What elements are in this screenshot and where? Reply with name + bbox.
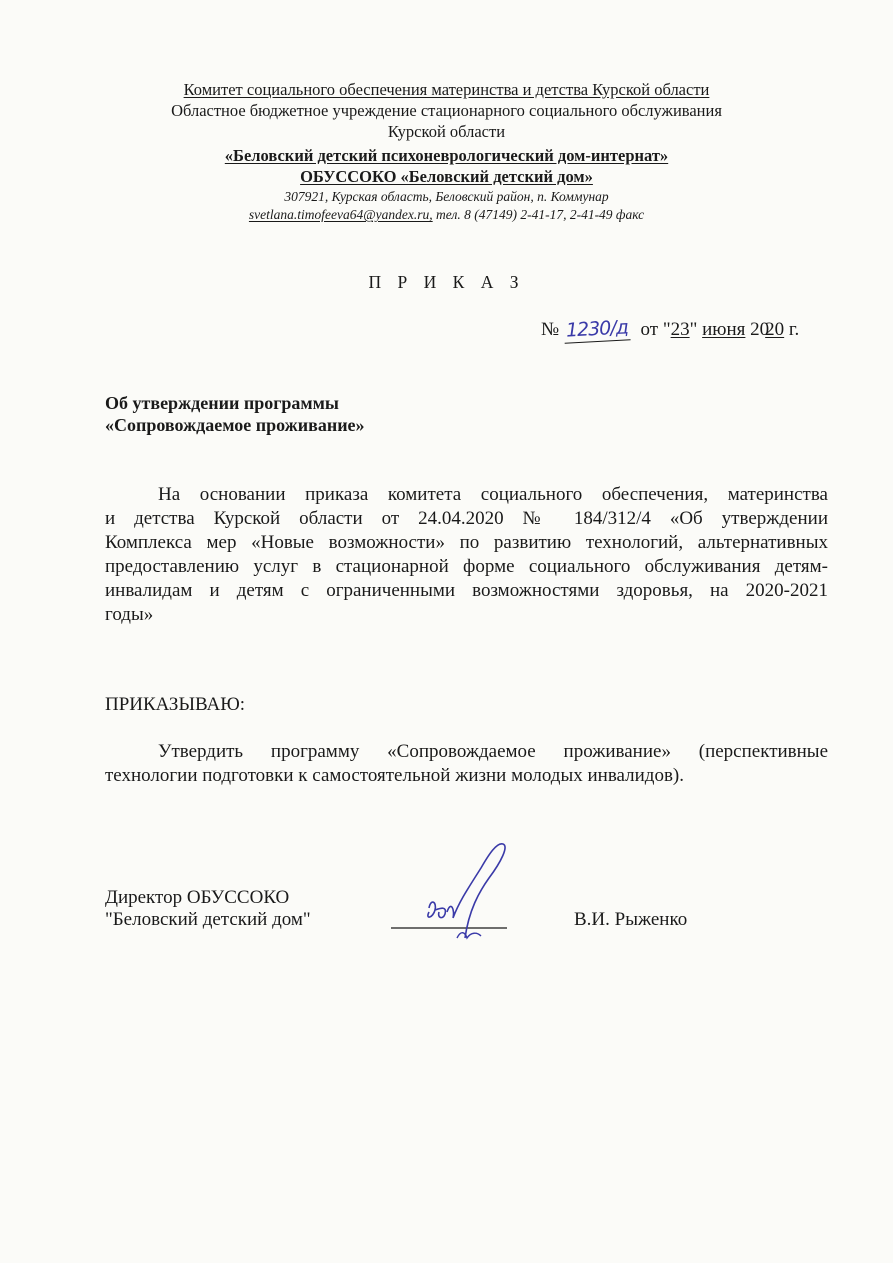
signer-name: В.И. Рыженко xyxy=(574,909,688,930)
signer-position-line-2: "Беловский детский дом" xyxy=(105,909,311,930)
institution-short-name: ОБУССОКО «Беловский детский дом» xyxy=(300,167,593,186)
letterhead-committee xyxy=(0,79,893,100)
date-month: июня xyxy=(702,319,746,340)
email-link[interactable]: svetlana.timofeeva64@yandex.ru, xyxy=(248,207,433,222)
directive-line: Утвердить программу «Сопровождаемое проживание» (перспективные xyxy=(158,741,828,762)
date-day: 23 xyxy=(670,319,690,340)
subject-line-2: «Сопровождаемое проживание» xyxy=(105,415,365,435)
order-number-date xyxy=(541,317,799,342)
directive-label: ПРИКАЗЫВАЮ: xyxy=(105,694,246,715)
basis-line: годы» xyxy=(105,604,154,625)
institution-line-1: Областное бюджетное учреждение стационарного социального обслуживания xyxy=(171,101,722,120)
subject-line-1: Об утверждении программы xyxy=(105,393,339,413)
basis-line: и детства Курской области от 24.04.2020 № 184/312/4 «Об утверждении xyxy=(105,508,828,529)
number-sign: № xyxy=(541,319,560,340)
date-year-suffix: 20 xyxy=(765,319,785,340)
institution-short-name-row xyxy=(0,166,893,187)
basis-paragraph-cont xyxy=(105,507,828,627)
basis-paragraph xyxy=(158,483,828,507)
basis-line: предоставлению услуг в стационарной форме социального обслуживания детям- xyxy=(105,556,828,577)
institution-full-name: «Беловский детский психоневрологический дом-интернат» xyxy=(224,146,669,165)
handwritten-order-number: 1230/д xyxy=(563,315,630,343)
date-quote: " xyxy=(689,319,698,340)
date-year-prefix: 20 xyxy=(750,319,770,340)
signer-position-line-1: Директор ОБУССОКО xyxy=(105,887,290,908)
basis-line: Комплекса мер «Новые возможности» по развитию технологий, альтернативных xyxy=(105,532,828,553)
committee-name: Комитет социального обеспечения материнства и детства Курской области xyxy=(183,80,710,99)
basis-line: На основании приказа комитета социального обеспечения, материнства xyxy=(158,484,828,505)
directive-paragraph xyxy=(158,740,828,764)
postal-address: 307921, Курская область, Беловский район, п. Коммунар xyxy=(284,189,609,204)
directive-line: технологии подготовки к самостоятельной жизни молодых инвалидов). xyxy=(105,765,684,786)
phone-fax: тел. 8 (47149) 2-41-17, 2-41-49 факс xyxy=(432,207,645,222)
handwritten-signature xyxy=(385,838,525,948)
basis-line: инвалидам и детям с ограниченными возможностями здоровья, на 2020-2021 xyxy=(105,580,828,601)
date-year-mark: г. xyxy=(784,319,800,340)
institution-full-name-row xyxy=(0,145,893,166)
order-title: П Р И К А З xyxy=(368,272,525,292)
institution-line-2: Курской области xyxy=(387,122,506,141)
date-prefix: от " xyxy=(640,319,671,340)
contacts-row xyxy=(0,205,893,224)
